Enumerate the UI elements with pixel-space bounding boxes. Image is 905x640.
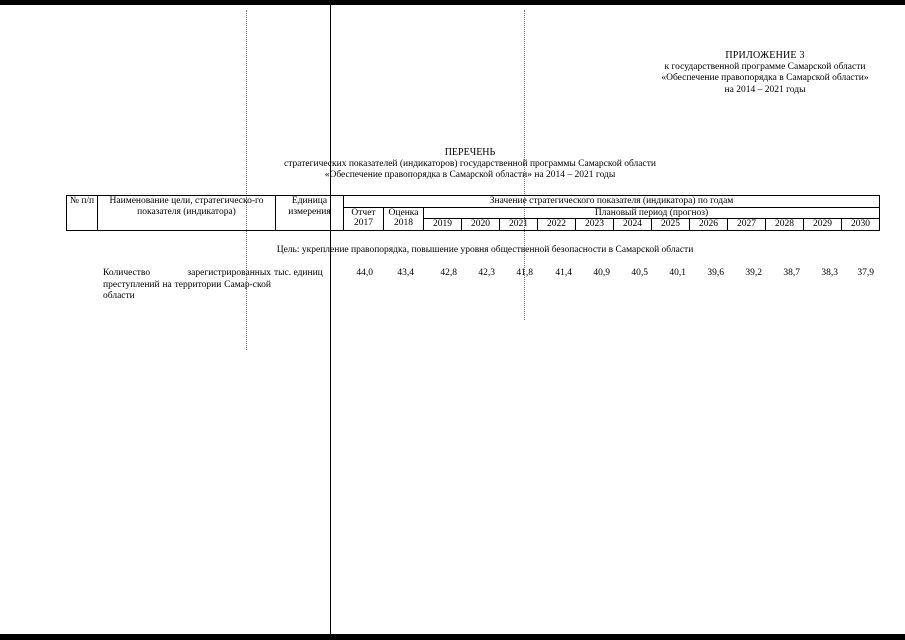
goal-text: Цель: укрепление правопорядка, повышение уровня общественной безопасности в Самарской области: [276, 245, 694, 255]
appendix-block: [600, 50, 905, 96]
indicator-value: 42,8: [440, 268, 457, 278]
col-year: 2026: [690, 219, 728, 231]
document-subtitle: стратегических показателей (индикаторов) государственной программы Самарской области: [284, 158, 656, 169]
indicator-value: 37,9: [857, 268, 874, 278]
col-year: 2027: [728, 219, 766, 231]
col-year: 2019: [424, 219, 462, 231]
bottom-border: [0, 634, 905, 640]
col-year: 2030: [842, 219, 880, 231]
top-border: [0, 0, 905, 5]
indicator-value: 40,9: [593, 268, 610, 278]
document-title: ПЕРЕЧЕНЬ: [444, 147, 496, 158]
appendix-line: на 2014 – 2021 годы: [724, 84, 806, 95]
col-year: 2028: [766, 219, 804, 231]
indicator-value: 40,1: [669, 268, 686, 278]
col-year: 2023: [576, 219, 614, 231]
indicator-value: 41,4: [555, 268, 572, 278]
col-estimate: [384, 207, 424, 230]
indicator-value: 41,8: [516, 268, 533, 278]
col-year: 2029: [804, 219, 842, 231]
col-year: 2025: [652, 219, 690, 231]
indicator-value: 39,2: [745, 268, 762, 278]
col-number: № п/п: [67, 196, 98, 231]
indicator-value: 42,3: [478, 268, 495, 278]
appendix-line: к государственной программе Самарской области: [664, 61, 866, 72]
indicator-value: 38,7: [783, 268, 800, 278]
col-estimate-year: 2018: [394, 218, 413, 228]
indicators-table-header: [66, 195, 880, 231]
col-report-year: 2017: [354, 218, 373, 228]
indicator-value: 43,4: [397, 268, 414, 278]
col-unit: Единица измерения: [276, 196, 344, 231]
col-name: Наименование цели, стратегическо-го показателя (индикатора): [98, 196, 276, 231]
indicator-value: 39,6: [707, 268, 724, 278]
col-year: 2021: [500, 219, 538, 231]
appendix-line: «Обеспечение правопорядка в Самарской области»: [661, 73, 869, 83]
indicator-value: 44,0: [356, 268, 373, 278]
indicator-name: Количество зарегистрированных преступлений на территории Самар-ской области: [103, 268, 271, 301]
indicator-unit: тыс. единиц: [274, 268, 323, 278]
indicator-value: 40,5: [631, 268, 648, 278]
col-year: 2020: [462, 219, 500, 231]
col-report-label: Отчет: [351, 207, 376, 218]
col-year: 2024: [614, 219, 652, 231]
binding-line: [330, 5, 331, 634]
appendix-title: ПРИЛОЖЕНИЕ 3: [725, 50, 805, 61]
indicator-value: 38,3: [821, 268, 838, 278]
col-plan: Плановый период (прогноз): [424, 207, 880, 219]
document-subtitle: «Обеспечение правопорядка в Самарской области» на 2014 – 2021 годы: [324, 170, 616, 180]
col-estimate-label: Оценка: [388, 207, 419, 218]
col-report: [344, 207, 384, 230]
col-year: 2022: [538, 219, 576, 231]
document-heading: [200, 147, 740, 182]
col-values: Значение стратегического показателя (индикатора) по годам: [344, 196, 880, 208]
